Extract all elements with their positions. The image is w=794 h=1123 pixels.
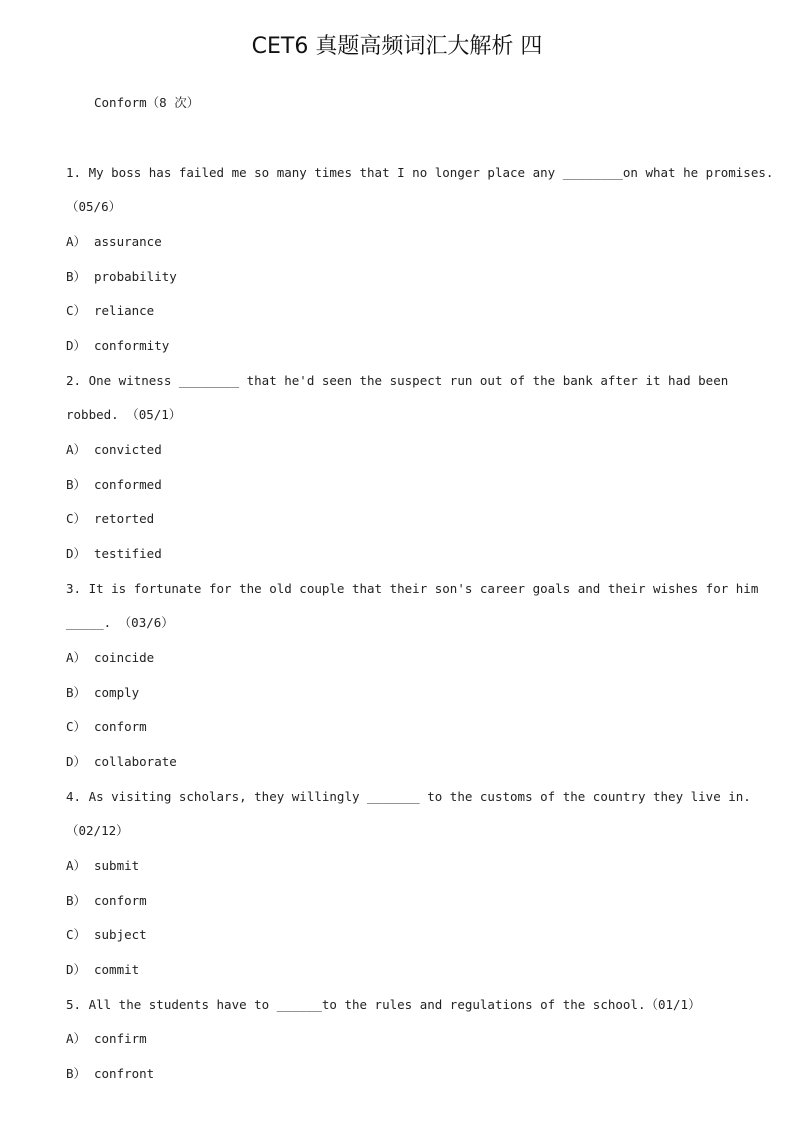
question-3-option-a [66,648,734,668]
option-text: retorted [94,511,155,526]
option-text: collaborate [94,754,177,769]
question-1-source: （05/6） [66,199,122,214]
option-letter: A） [66,858,87,873]
question-4-option-d [66,960,734,980]
option-letter: A） [66,442,87,457]
question-1-option-d [66,336,734,356]
option-letter: B） [66,685,87,700]
option-letter: D） [66,962,87,977]
question-1-text: 1. My boss has failed me so many times that I no longer place any ________on what he promises. [66,165,774,180]
option-letter: A） [66,1031,87,1046]
question-2-option-b [66,475,734,495]
option-text: probability [94,269,177,284]
option-letter: A） [66,650,87,665]
option-letter: B） [66,893,87,908]
option-text: commit [94,962,140,977]
option-text: conform [94,719,147,734]
option-letter: B） [66,477,87,492]
option-text: coincide [94,650,155,665]
question-3-option-b [66,683,734,703]
question-4-source: （02/12） [66,823,129,838]
option-letter: C） [66,927,87,942]
question-5-option-a [66,1029,734,1049]
option-text: confront [94,1066,155,1081]
option-text: assurance [94,234,162,249]
option-letter: B） [66,269,87,284]
option-text: reliance [94,303,155,318]
page-title: CET6 真题高频词汇大解析 四 [251,34,543,59]
question-3-text-cont: _____. （03/6） [66,615,174,630]
question-3-option-c [66,717,734,737]
question-2-text: 2. One witness ________ that he'd seen the suspect run out of the bank after it had been [66,373,729,388]
option-text: conformed [94,477,162,492]
word-heading: Conform（8 次） [94,95,200,110]
option-text: conform [94,893,147,908]
question-4-option-c [66,925,734,945]
question-3-option-d [66,752,734,772]
question-1-option-b [66,267,734,287]
option-text: submit [94,858,140,873]
option-text: testified [94,546,162,561]
option-text: comply [94,685,140,700]
option-letter: D） [66,338,87,353]
question-4-option-a [66,856,734,876]
question-2-text-cont: robbed. （05/1） [66,407,182,422]
question-2-option-a [66,440,734,460]
option-letter: D） [66,546,87,561]
option-letter: B） [66,1066,87,1081]
option-text: subject [94,927,147,942]
option-letter: D） [66,754,87,769]
question-3-text: 3. It is fortunate for the old couple that their son's career goals and their wishes for him [66,581,759,596]
option-text: confirm [94,1031,147,1046]
question-4-option-b [66,891,734,911]
option-letter: C） [66,303,87,318]
option-letter: A） [66,234,87,249]
question-2-option-d [66,544,734,564]
option-text: conformity [94,338,170,353]
option-text: convicted [94,442,162,457]
question-5-text: 5. All the students have to ______to the rules and regulations of the school.（01/1） [66,997,701,1012]
question-5-option-b [66,1064,734,1084]
option-letter: C） [66,511,87,526]
option-letter: C） [66,719,87,734]
question-4-text: 4. As visiting scholars, they willingly _______ to the customs of the country they live in. [66,789,751,804]
question-2-option-c [66,509,734,529]
question-1-option-a [66,232,734,252]
question-1-option-c [66,301,734,321]
